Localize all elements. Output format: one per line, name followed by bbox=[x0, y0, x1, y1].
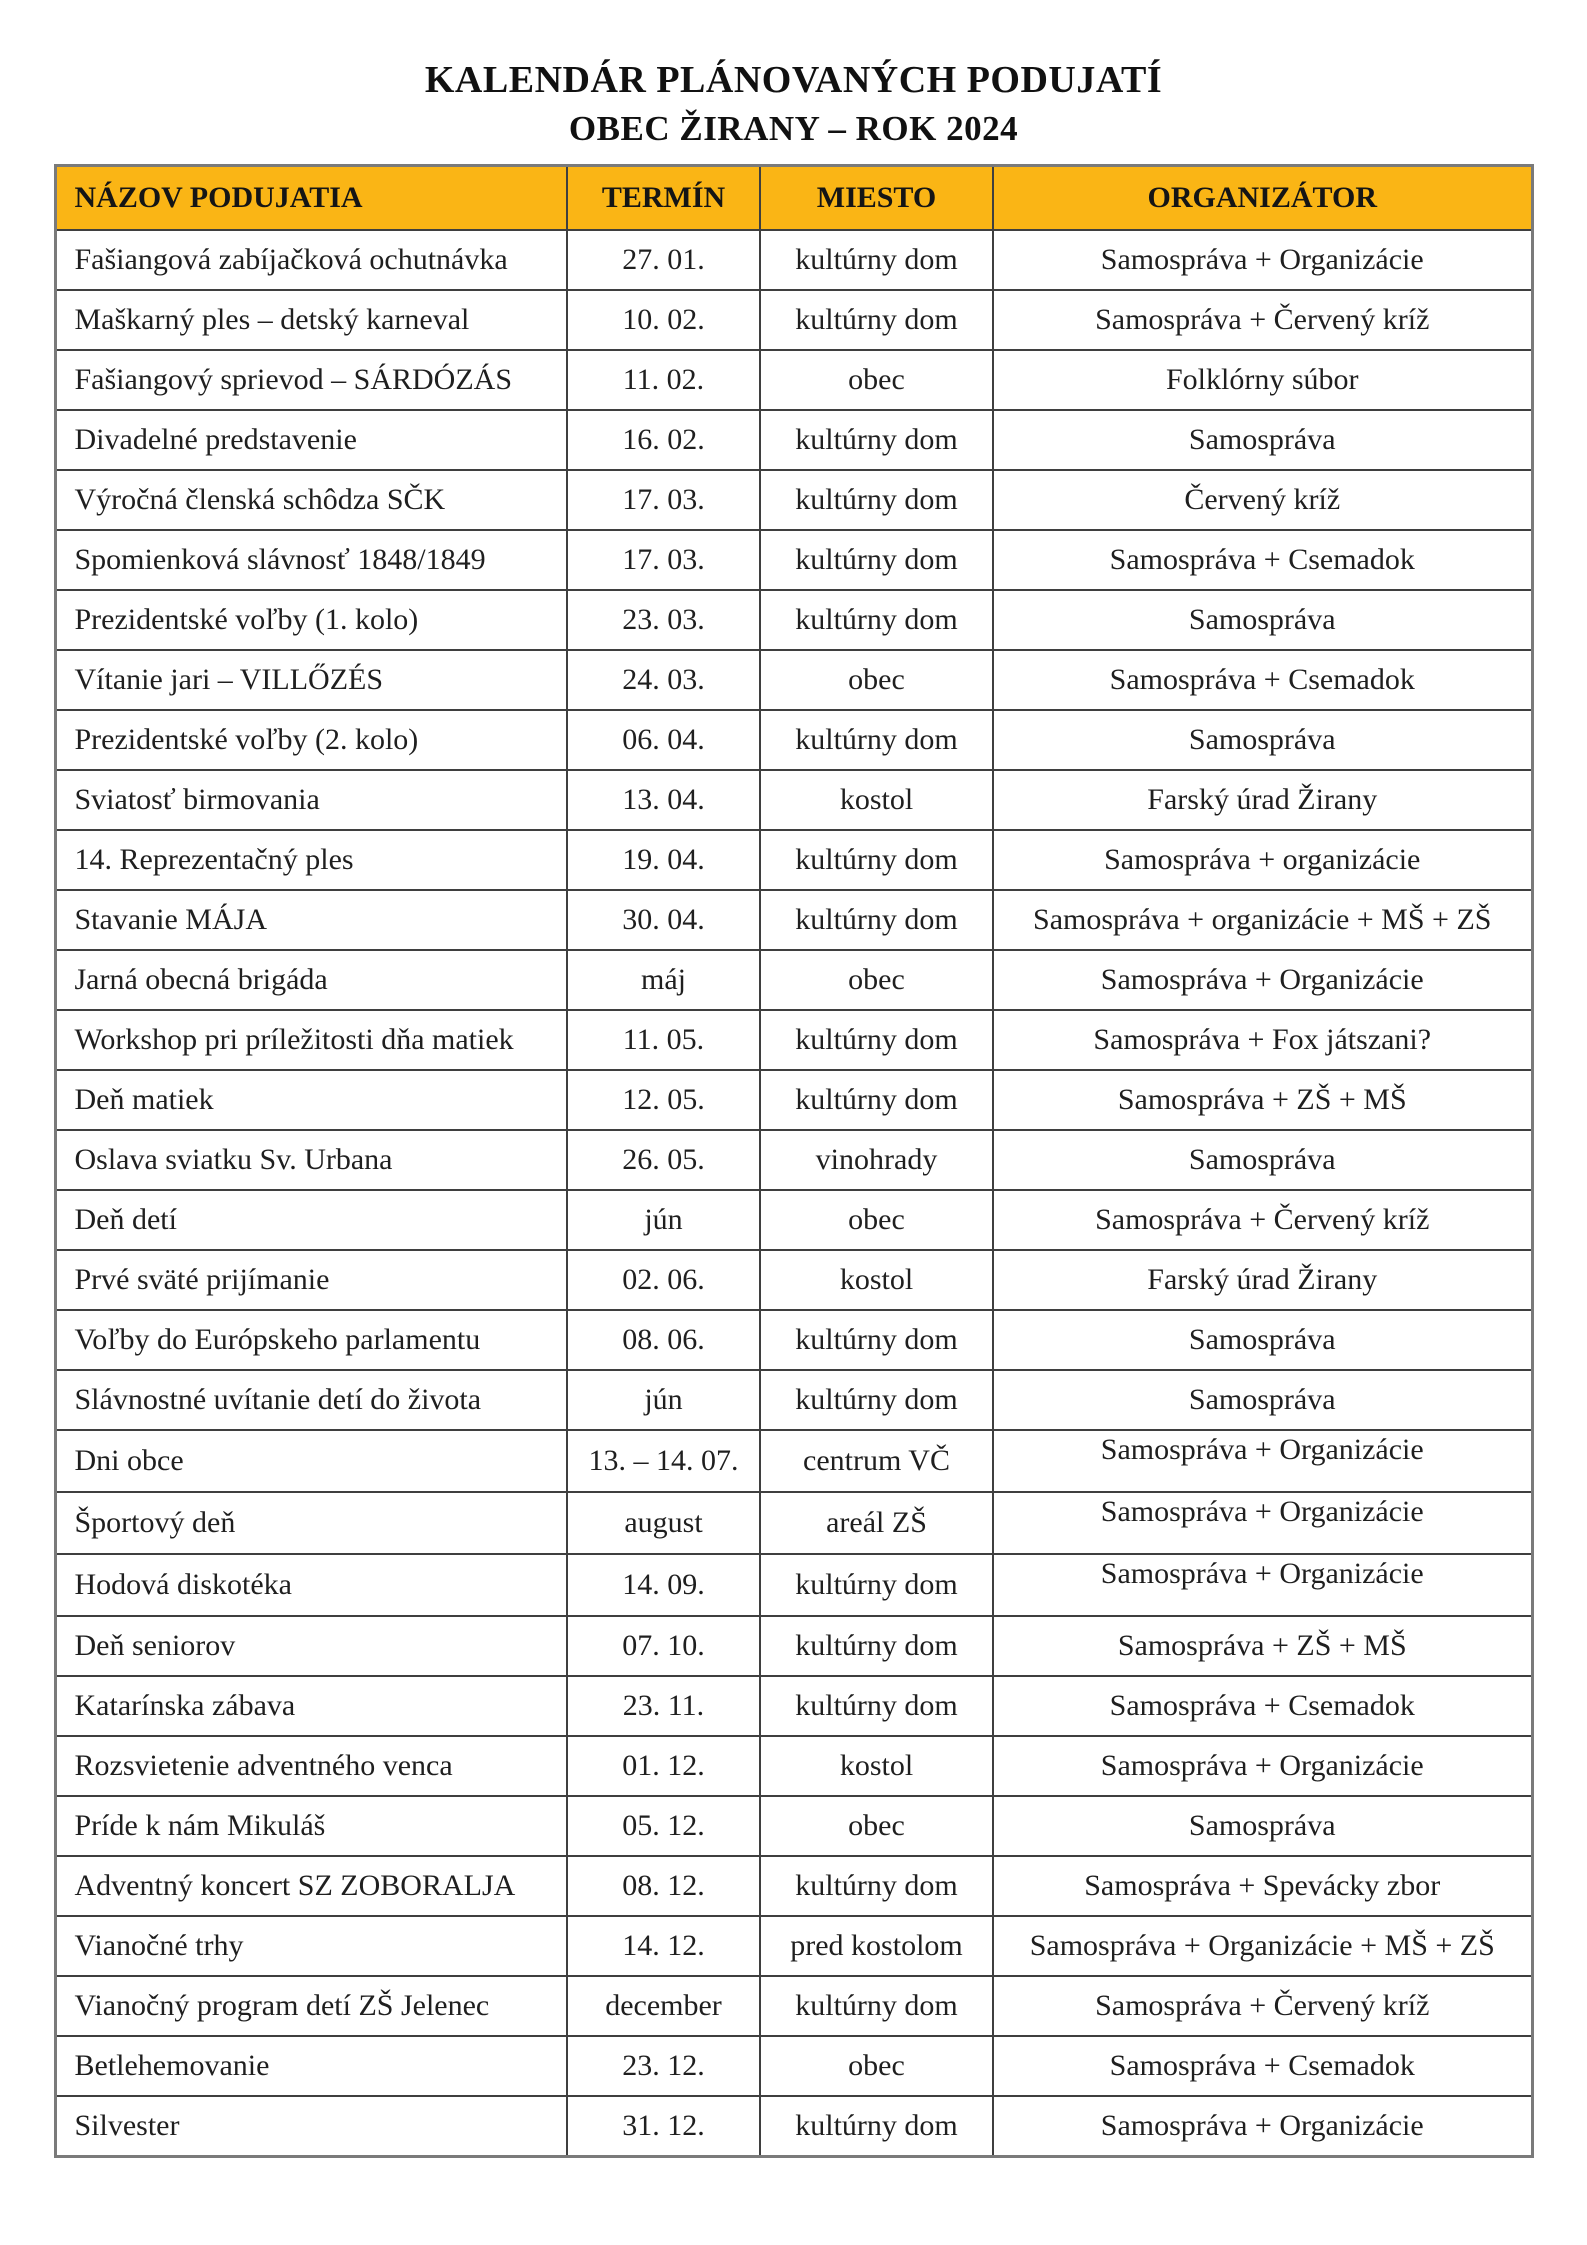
event-place-cell: pred kostolom bbox=[760, 1916, 993, 1976]
event-place-cell: kultúrny dom bbox=[760, 1616, 993, 1676]
event-organizer-cell: Farský úrad Žirany bbox=[993, 1250, 1532, 1310]
event-row bbox=[55, 1010, 1532, 1070]
event-organizer-cell: Samospráva + Organizácie + MŠ + ZŠ bbox=[993, 1916, 1532, 1976]
event-organizer-cell: Samospráva bbox=[993, 1796, 1532, 1856]
event-place-cell: kultúrny dom bbox=[760, 890, 993, 950]
event-name-cell: Fašiangový sprievod – SÁRDÓZÁS bbox=[55, 350, 567, 410]
event-row bbox=[55, 1676, 1532, 1736]
event-row bbox=[55, 290, 1532, 350]
event-row bbox=[55, 1492, 1532, 1554]
event-name-cell: Prezidentské voľby (2. kolo) bbox=[55, 710, 567, 770]
event-place-cell: kostol bbox=[760, 1736, 993, 1796]
event-date-cell: august bbox=[567, 1492, 760, 1554]
event-organizer-cell: Samospráva + Organizácie bbox=[993, 2096, 1532, 2157]
event-organizer-cell: Samospráva bbox=[993, 410, 1532, 470]
event-place-cell: kultúrny dom bbox=[760, 2096, 993, 2157]
event-name-cell: Workshop pri príležitosti dňa matiek bbox=[55, 1010, 567, 1070]
event-date-cell: 05. 12. bbox=[567, 1796, 760, 1856]
event-date-cell: 06. 04. bbox=[567, 710, 760, 770]
event-organizer-cell: Samospráva + Fox játszani? bbox=[993, 1010, 1532, 1070]
event-place-cell: areál ZŠ bbox=[760, 1492, 993, 1554]
events-table bbox=[54, 164, 1534, 2158]
event-name-cell: Voľby do Európskeho parlamentu bbox=[55, 1310, 567, 1370]
event-date-cell: 01. 12. bbox=[567, 1736, 760, 1796]
event-organizer-cell: Samospráva + Červený kríž bbox=[993, 290, 1532, 350]
event-organizer-cell: Samospráva bbox=[993, 590, 1532, 650]
event-place-cell: kultúrny dom bbox=[760, 830, 993, 890]
event-name-cell: Slávnostné uvítanie detí do života bbox=[55, 1370, 567, 1430]
event-place-cell: kultúrny dom bbox=[760, 530, 993, 590]
event-row bbox=[55, 2036, 1532, 2096]
event-row bbox=[55, 1370, 1532, 1430]
event-date-cell: 08. 12. bbox=[567, 1856, 760, 1916]
event-name-cell: Jarná obecná brigáda bbox=[55, 950, 567, 1010]
event-date-cell: 07. 10. bbox=[567, 1616, 760, 1676]
column-header-miesto: MIESTO bbox=[760, 165, 993, 230]
event-organizer-cell: Červený kríž bbox=[993, 470, 1532, 530]
event-organizer-cell: Samospráva bbox=[993, 1310, 1532, 1370]
event-date-cell: 23. 12. bbox=[567, 2036, 760, 2096]
event-row bbox=[55, 470, 1532, 530]
event-place-cell: centrum VČ bbox=[760, 1430, 993, 1492]
event-name-cell: Hodová diskotéka bbox=[55, 1554, 567, 1616]
event-place-cell: obec bbox=[760, 2036, 993, 2096]
event-date-cell: december bbox=[567, 1976, 760, 2036]
event-date-cell: 17. 03. bbox=[567, 470, 760, 530]
event-date-cell: 23. 03. bbox=[567, 590, 760, 650]
event-organizer-cell: Samospráva + Organizácie bbox=[993, 1554, 1532, 1616]
event-place-cell: kultúrny dom bbox=[760, 1976, 993, 2036]
event-name-cell: Fašiangová zabíjačková ochutnávka bbox=[55, 230, 567, 290]
event-place-cell: obec bbox=[760, 1796, 993, 1856]
event-name-cell: Športový deň bbox=[55, 1492, 567, 1554]
event-row bbox=[55, 1976, 1532, 2036]
event-row bbox=[55, 890, 1532, 950]
column-header-nazov-podujatia: NÁZOV PODUJATIA bbox=[55, 165, 567, 230]
event-row bbox=[55, 1070, 1532, 1130]
event-place-cell: kultúrny dom bbox=[760, 410, 993, 470]
event-organizer-cell: Samospráva + Csemadok bbox=[993, 2036, 1532, 2096]
event-row bbox=[55, 950, 1532, 1010]
event-place-cell: kostol bbox=[760, 1250, 993, 1310]
event-date-cell: 16. 02. bbox=[567, 410, 760, 470]
event-row bbox=[55, 530, 1532, 590]
event-place-cell: kultúrny dom bbox=[760, 1856, 993, 1916]
event-name-cell: Divadelné predstavenie bbox=[55, 410, 567, 470]
event-name-cell: 14. Reprezentačný ples bbox=[55, 830, 567, 890]
event-place-cell: kultúrny dom bbox=[760, 710, 993, 770]
event-row bbox=[55, 1796, 1532, 1856]
event-date-cell: 14. 09. bbox=[567, 1554, 760, 1616]
table-header bbox=[55, 165, 1532, 230]
event-date-cell: 02. 06. bbox=[567, 1250, 760, 1310]
event-date-cell: 30. 04. bbox=[567, 890, 760, 950]
event-place-cell: obec bbox=[760, 950, 993, 1010]
event-name-cell: Príde k nám Mikuláš bbox=[55, 1796, 567, 1856]
event-row bbox=[55, 1250, 1532, 1310]
event-organizer-cell: Samospráva + Csemadok bbox=[993, 530, 1532, 590]
page-subtitle: OBEC ŽIRANY – ROK 2024 bbox=[568, 108, 1019, 148]
event-place-cell: kultúrny dom bbox=[760, 1010, 993, 1070]
event-organizer-cell: Samospráva + organizácie bbox=[993, 830, 1532, 890]
event-name-cell: Vianočné trhy bbox=[55, 1916, 567, 1976]
event-name-cell: Spomienková slávnosť 1848/1849 bbox=[55, 530, 567, 590]
event-row bbox=[55, 1430, 1532, 1492]
event-organizer-cell: Folklórny súbor bbox=[993, 350, 1532, 410]
event-row bbox=[55, 1856, 1532, 1916]
event-row bbox=[55, 1616, 1532, 1676]
event-place-cell: obec bbox=[760, 650, 993, 710]
event-date-cell: 13. 04. bbox=[567, 770, 760, 830]
event-date-cell: 27. 01. bbox=[567, 230, 760, 290]
event-date-cell: 26. 05. bbox=[567, 1130, 760, 1190]
event-date-cell: 19. 04. bbox=[567, 830, 760, 890]
event-row bbox=[55, 710, 1532, 770]
event-place-cell: kultúrny dom bbox=[760, 470, 993, 530]
event-row bbox=[55, 1190, 1532, 1250]
column-header-termin: TERMÍN bbox=[567, 165, 760, 230]
event-place-cell: kultúrny dom bbox=[760, 1676, 993, 1736]
event-name-cell: Prezidentské voľby (1. kolo) bbox=[55, 590, 567, 650]
event-place-cell: vinohrady bbox=[760, 1130, 993, 1190]
event-row bbox=[55, 2096, 1532, 2157]
event-name-cell: Sviatosť birmovania bbox=[55, 770, 567, 830]
event-place-cell: kostol bbox=[760, 770, 993, 830]
event-name-cell: Výročná členská schôdza SČK bbox=[55, 470, 567, 530]
event-organizer-cell: Samospráva + Organizácie bbox=[993, 1736, 1532, 1796]
event-name-cell: Katarínska zábava bbox=[55, 1676, 567, 1736]
event-name-cell: Betlehemovanie bbox=[55, 2036, 567, 2096]
event-date-cell: 14. 12. bbox=[567, 1916, 760, 1976]
event-organizer-cell: Samospráva bbox=[993, 1370, 1532, 1430]
event-name-cell: Stavanie MÁJA bbox=[55, 890, 567, 950]
event-date-cell: jún bbox=[567, 1190, 760, 1250]
event-row bbox=[55, 230, 1532, 290]
event-row bbox=[55, 1130, 1532, 1190]
page-title: KALENDÁR PLÁNOVANÝCH PODUJATÍ bbox=[424, 59, 1163, 101]
event-organizer-cell: Samospráva + Červený kríž bbox=[993, 1190, 1532, 1250]
event-row bbox=[55, 770, 1532, 830]
event-name-cell: Prvé sväté prijímanie bbox=[55, 1250, 567, 1310]
event-organizer-cell: Samospráva + Organizácie bbox=[993, 230, 1532, 290]
event-place-cell: kultúrny dom bbox=[760, 1370, 993, 1430]
event-place-cell: kultúrny dom bbox=[760, 1070, 993, 1130]
event-row bbox=[55, 1916, 1532, 1976]
event-date-cell: 11. 05. bbox=[567, 1010, 760, 1070]
event-organizer-cell: Samospráva + Spevácky zbor bbox=[993, 1856, 1532, 1916]
table-body bbox=[55, 230, 1532, 2157]
event-row bbox=[55, 1736, 1532, 1796]
column-header-organizator: ORGANIZÁTOR bbox=[993, 165, 1532, 230]
event-place-cell: kultúrny dom bbox=[760, 290, 993, 350]
event-date-cell: jún bbox=[567, 1370, 760, 1430]
event-name-cell: Vianočný program detí ZŠ Jelenec bbox=[55, 1976, 567, 2036]
event-name-cell: Deň detí bbox=[55, 1190, 567, 1250]
event-date-cell: máj bbox=[567, 950, 760, 1010]
event-date-cell: 10. 02. bbox=[567, 290, 760, 350]
event-organizer-cell: Samospráva + Csemadok bbox=[993, 650, 1532, 710]
event-name-cell: Vítanie jari – VILLŐZÉS bbox=[55, 650, 567, 710]
event-organizer-cell: Samospráva + Organizácie bbox=[993, 950, 1532, 1010]
event-name-cell: Deň matiek bbox=[55, 1070, 567, 1130]
event-name-cell: Rozsvietenie adventného venca bbox=[55, 1736, 567, 1796]
event-name-cell: Maškarný ples – detský karneval bbox=[55, 290, 567, 350]
event-place-cell: kultúrny dom bbox=[760, 1554, 993, 1616]
event-organizer-cell: Samospráva + ZŠ + MŠ bbox=[993, 1616, 1532, 1676]
event-name-cell: Adventný koncert SZ ZOBORALJA bbox=[55, 1856, 567, 1916]
event-place-cell: kultúrny dom bbox=[760, 230, 993, 290]
event-organizer-cell: Samospráva + Organizácie bbox=[993, 1492, 1532, 1554]
event-row bbox=[55, 1554, 1532, 1616]
event-organizer-cell: Samospráva + Červený kríž bbox=[993, 1976, 1532, 2036]
event-organizer-cell: Samospráva bbox=[993, 1130, 1532, 1190]
event-date-cell: 11. 02. bbox=[567, 350, 760, 410]
header-row bbox=[55, 165, 1532, 230]
event-name-cell: Dni obce bbox=[55, 1430, 567, 1492]
event-date-cell: 13. – 14. 07. bbox=[567, 1430, 760, 1492]
event-date-cell: 24. 03. bbox=[567, 650, 760, 710]
event-organizer-cell: Samospráva + organizácie + MŠ + ZŠ bbox=[993, 890, 1532, 950]
event-row bbox=[55, 350, 1532, 410]
event-row bbox=[55, 410, 1532, 470]
event-name-cell: Silvester bbox=[55, 2096, 567, 2157]
event-date-cell: 17. 03. bbox=[567, 530, 760, 590]
event-place-cell: obec bbox=[760, 350, 993, 410]
event-date-cell: 12. 05. bbox=[567, 1070, 760, 1130]
event-date-cell: 08. 06. bbox=[567, 1310, 760, 1370]
event-date-cell: 31. 12. bbox=[567, 2096, 760, 2157]
event-organizer-cell: Farský úrad Žirany bbox=[993, 770, 1532, 830]
event-place-cell: obec bbox=[760, 1190, 993, 1250]
event-row bbox=[55, 1310, 1532, 1370]
event-row bbox=[55, 590, 1532, 650]
event-name-cell: Oslava sviatku Sv. Urbana bbox=[55, 1130, 567, 1190]
event-organizer-cell: Samospráva + ZŠ + MŠ bbox=[993, 1070, 1532, 1130]
event-organizer-cell: Samospráva bbox=[993, 710, 1532, 770]
event-place-cell: kultúrny dom bbox=[760, 1310, 993, 1370]
event-row bbox=[55, 830, 1532, 890]
event-name-cell: Deň seniorov bbox=[55, 1616, 567, 1676]
event-date-cell: 23. 11. bbox=[567, 1676, 760, 1736]
event-organizer-cell: Samospráva + Csemadok bbox=[993, 1676, 1532, 1736]
event-place-cell: kultúrny dom bbox=[760, 590, 993, 650]
event-row bbox=[55, 650, 1532, 710]
event-organizer-cell: Samospráva + Organizácie bbox=[993, 1430, 1532, 1492]
